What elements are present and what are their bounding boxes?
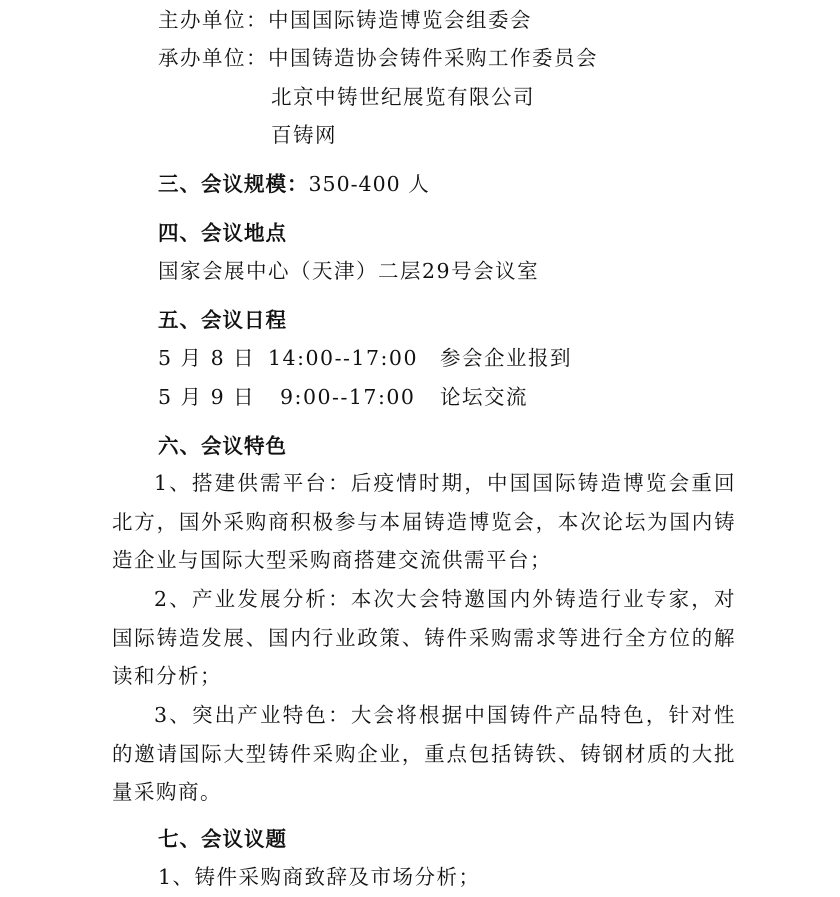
scale-line <box>158 169 430 199</box>
host-organization: 中国国际铸造博览会组委会 <box>268 8 532 32</box>
topics-heading: 七、会议议题 <box>158 827 287 851</box>
location-heading: 四、会议地点 <box>158 221 287 245</box>
host-line <box>158 5 532 35</box>
schedule-event: 参会企业报到 <box>440 346 572 370</box>
schedule-row <box>158 382 528 412</box>
co-organizer-1: 中国铸造协会铸件采购工作委员会 <box>268 46 598 70</box>
co-organizer-label: 承办单位： <box>158 46 268 70</box>
co-organizer-3: 百铸网 <box>271 123 337 147</box>
schedule-heading: 五、会议日程 <box>158 308 287 332</box>
schedule-row <box>158 343 572 373</box>
schedule-time: 14:00--17:00 <box>268 346 419 370</box>
feature-item-1: 1、搭建供需平台：后疫情时期，中国国际铸造博览会重回北方，国外采购商积极参与本届铸造博览会，本次论坛为国内铸造企业与国际大型采购商搭建交流供需平台； <box>112 471 736 573</box>
co-organizer-line <box>158 43 598 73</box>
scale-value: 350-400 人 <box>308 172 430 196</box>
location-text: 国家会展中心（天津）二层29号会议室 <box>158 259 540 283</box>
feature-item-3: 3、突出产业特色：大会将根据中国铸件产品特色，针对性的邀请国际大型铸件采购企业，重点包括铸铁、铸钢材质的大批量采购商。 <box>112 703 736 805</box>
schedule-date: 5 月 9 日 <box>158 385 256 409</box>
host-label: 主办单位： <box>158 8 268 32</box>
topic-item-1: 1、铸件采购商致辞及市场分析； <box>158 865 481 889</box>
schedule-date: 5 月 8 日 <box>158 346 256 370</box>
feature-item-2: 2、产业发展分析：本次大会特邀国内外铸造行业专家，对国际铸造发展、国内行业政策、铸件采购需求等进行全方位的解读和分析； <box>112 587 736 689</box>
scale-heading: 三、会议规模： <box>158 172 309 196</box>
features-heading: 六、会议特色 <box>158 434 287 458</box>
schedule-event: 论坛交流 <box>440 385 528 409</box>
schedule-time: 9:00--17:00 <box>280 385 416 409</box>
co-organizer-2: 北京中铸世纪展览有限公司 <box>271 85 535 109</box>
